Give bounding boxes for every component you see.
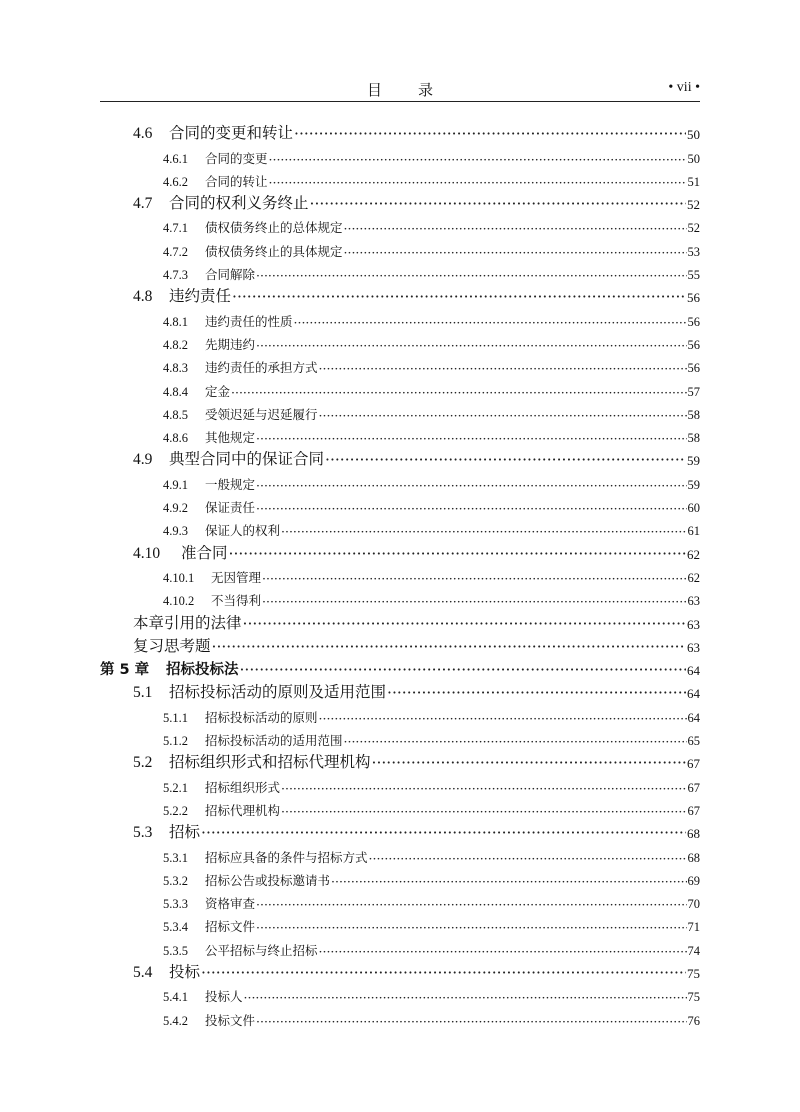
toc-entry-number: 5.2.1: [163, 780, 188, 795]
toc-entry-number: 4.7.1: [163, 221, 188, 236]
toc-entry-title: 招标投标法: [166, 662, 239, 679]
toc-entry-number: 4.8.4: [163, 384, 188, 399]
toc-subsection-entry[interactable]: [100, 260, 700, 283]
toc-dot-leader: [243, 617, 686, 633]
toc-subsection-entry[interactable]: [100, 423, 700, 446]
toc-entry-title: 招标组织形式和招标代理机构: [169, 753, 371, 772]
toc-section-entry[interactable]: [100, 283, 700, 306]
toc-chapter-end-entry[interactable]: [100, 609, 700, 632]
toc-dot-leader: [256, 480, 686, 493]
toc-entry-title: 本章引用的法律: [133, 613, 242, 632]
toc-subsection-entry[interactable]: [100, 935, 700, 958]
toc-entry-page-number: 58: [687, 407, 700, 422]
toc-entry-title: 投标: [169, 962, 201, 981]
toc-dot-leader: [240, 664, 687, 680]
toc-entry-page-number: 64: [687, 686, 700, 702]
toc-subsection-entry[interactable]: [100, 376, 700, 399]
toc-dot-leader: [294, 317, 687, 330]
toc-subsection-entry[interactable]: [100, 842, 700, 865]
toc-entry-number: 5.3.1: [163, 850, 188, 865]
toc-dot-leader: [310, 198, 686, 214]
toc-entry-number: 5.2: [133, 754, 153, 772]
toc-entry-page-number: 59: [687, 453, 700, 469]
toc-entry-title: 保证人的权利: [205, 523, 281, 539]
toc-subsection-entry[interactable]: [100, 306, 700, 329]
toc-subsection-entry[interactable]: [100, 167, 700, 190]
toc-entry-page-number: 71: [687, 920, 700, 935]
toc-entry-title: 准合同: [181, 543, 228, 562]
toc-entry-page-number: 62: [687, 570, 700, 585]
toc-entry-title: 复习思考题: [133, 636, 211, 655]
toc-entry-number: 4.10.1: [163, 570, 195, 585]
page-header: [100, 79, 700, 102]
toc-entry-page-number: 53: [687, 244, 700, 259]
toc-dot-leader: [319, 946, 687, 959]
toc-entry-title: 违约责任的性质: [205, 313, 293, 329]
toc-dot-leader: [256, 434, 686, 447]
toc-entry-title: 招标: [169, 823, 201, 842]
toc-entry-number: 4.10: [133, 544, 161, 562]
toc-subsection-entry[interactable]: [100, 213, 700, 236]
page-title-part-1: 目: [366, 81, 382, 99]
toc-dot-leader: [232, 291, 686, 307]
toc-chapter-end-entry[interactable]: [100, 633, 700, 656]
toc-entry-title: 违约责任的承担方式: [205, 360, 318, 376]
toc-dot-leader: [269, 154, 687, 167]
page-title: [100, 79, 700, 100]
toc-entry-page-number: 69: [687, 873, 700, 888]
toc-dot-leader: [319, 410, 687, 423]
toc-subsection-entry[interactable]: [100, 586, 700, 609]
toc-section-entry[interactable]: [100, 539, 700, 562]
toc-entry-title: 一般规定: [205, 476, 256, 492]
toc-entry-number: 4.8: [133, 288, 153, 306]
toc-entry-page-number: 59: [687, 477, 700, 492]
toc-dot-leader: [325, 454, 686, 470]
toc-entry-number: 4.9.1: [163, 477, 188, 492]
toc-entry-number: 5.3.4: [163, 920, 188, 935]
toc-subsection-entry[interactable]: [100, 912, 700, 935]
toc-entry-title: 招标组织形式: [205, 779, 281, 795]
toc-entry-page-number: 61: [687, 524, 700, 539]
toc-entry-title: 招标投标活动的原则: [205, 709, 318, 725]
toc-dot-leader: [256, 923, 686, 936]
toc-dot-leader: [256, 1016, 686, 1029]
toc-dot-leader: [212, 640, 686, 656]
toc-entry-title: 无因管理: [211, 569, 262, 585]
toc-section-entry[interactable]: [100, 190, 700, 213]
toc-section-entry[interactable]: [100, 446, 700, 469]
toc-dot-leader: [281, 783, 686, 796]
toc-entry-number: 5.4.1: [163, 990, 188, 1005]
toc-dot-leader: [262, 573, 686, 586]
toc-entry-page-number: 62: [687, 546, 700, 562]
toc-entry-page-number: 63: [687, 594, 700, 609]
toc-entry-page-number: 63: [687, 639, 700, 655]
table-of-contents: [100, 120, 700, 1029]
toc-dot-leader: [229, 547, 686, 563]
toc-entry-page-number: 58: [687, 431, 700, 446]
toc-subsection-entry[interactable]: [100, 889, 700, 912]
toc-dot-leader: [319, 364, 687, 377]
toc-entry-page-number: 52: [687, 197, 700, 213]
toc-subsection-entry[interactable]: [100, 143, 700, 166]
toc-subsection-entry[interactable]: [100, 702, 700, 725]
toc-dot-leader: [387, 687, 686, 703]
toc-entry-number: 4.9: [133, 451, 153, 469]
toc-entry-title: 其他规定: [205, 430, 256, 446]
toc-entry-page-number: 56: [687, 337, 700, 352]
toc-dot-leader: [201, 966, 686, 982]
toc-dot-leader: [369, 853, 687, 866]
toc-entry-title: 招标代理机构: [205, 802, 281, 818]
toc-entry-number: 4.7.3: [163, 268, 188, 283]
toc-entry-page-number: 57: [687, 384, 700, 399]
toc-entry-title: 招标投标活动的原则及适用范围: [169, 683, 387, 702]
toc-entry-title: 典型合同中的保证合同: [169, 450, 325, 469]
toc-entry-page-number: 75: [687, 990, 700, 1005]
toc-entry-page-number: 50: [687, 127, 700, 143]
toc-subsection-entry[interactable]: [100, 400, 700, 423]
toc-entry-number: 5.3: [133, 824, 153, 842]
toc-entry-number: 4.6.2: [163, 174, 188, 189]
toc-entry-page-number: 50: [687, 151, 700, 166]
toc-entry-page-number: 63: [687, 616, 700, 632]
toc-dot-leader: [344, 737, 687, 750]
toc-entry-title: 违约责任: [169, 287, 232, 306]
toc-entry-page-number: 52: [687, 221, 700, 236]
toc-subsection-entry[interactable]: [100, 236, 700, 259]
toc-entry-page-number: 56: [687, 361, 700, 376]
page-title-part-2: 录: [418, 81, 434, 99]
toc-entry-page-number: 56: [687, 314, 700, 329]
toc-dot-leader: [269, 177, 687, 190]
toc-entry-title: 招标公告或投标邀请书: [205, 872, 331, 888]
toc-entry-number: 5.4.2: [163, 1013, 188, 1028]
toc-entry-title: 合同的转让: [205, 173, 268, 189]
toc-entry-number: 4.7: [133, 195, 153, 213]
toc-subsection-entry[interactable]: [100, 493, 700, 516]
toc-dot-leader: [256, 900, 686, 913]
toc-entry-number: 4.8.5: [163, 407, 188, 422]
toc-dot-leader: [294, 128, 686, 144]
toc-dot-leader: [331, 876, 686, 889]
toc-dot-leader: [201, 827, 686, 843]
toc-entry-number: 4.8.1: [163, 314, 188, 329]
toc-dot-leader: [372, 757, 686, 773]
toc-dot-leader: [281, 806, 686, 819]
toc-entry-number: 5.2.2: [163, 803, 188, 818]
toc-subsection-entry[interactable]: [100, 516, 700, 539]
toc-entry-page-number: 68: [687, 826, 700, 842]
toc-dot-leader: [244, 993, 687, 1006]
toc-entry-title: 定金: [205, 383, 231, 399]
toc-dot-leader: [256, 271, 686, 284]
toc-entry-title: 招标文件: [205, 919, 256, 935]
toc-entry-number: 4.9.2: [163, 501, 188, 516]
toc-entry-page-number: 56: [687, 290, 700, 306]
toc-chapter-entry[interactable]: [100, 656, 700, 679]
toc-subsection-entry[interactable]: [100, 982, 700, 1005]
toc-dot-leader: [256, 340, 686, 353]
toc-entry-page-number: 67: [687, 803, 700, 818]
toc-subsection-entry[interactable]: [100, 563, 700, 586]
toc-entry-title: 合同的变更和转让: [169, 124, 294, 143]
toc-dot-leader: [319, 713, 687, 726]
toc-entry-title: 受领迟延与迟延履行: [205, 406, 318, 422]
page-number: • vii •: [668, 80, 700, 95]
toc-subsection-entry[interactable]: [100, 469, 700, 492]
toc-entry-title: 招标投标活动的适用范围: [205, 733, 343, 749]
toc-dot-leader: [262, 597, 686, 610]
toc-entry-title: 债权债务终止的具体规定: [205, 243, 343, 259]
toc-entry-page-number: 64: [687, 710, 700, 725]
toc-entry-title: 保证责任: [205, 500, 256, 516]
toc-entry-title: 合同的变更: [205, 150, 268, 166]
toc-entry-number: 5.3.3: [163, 897, 188, 912]
toc-entry-number: 4.6: [133, 125, 153, 143]
toc-entry-title: 债权债务终止的总体规定: [205, 220, 343, 236]
toc-entry-page-number: 67: [687, 756, 700, 772]
toc-entry-page-number: 75: [687, 965, 700, 981]
toc-subsection-entry[interactable]: [100, 1005, 700, 1028]
toc-entry-title: 不当得利: [211, 593, 262, 609]
toc-entry-title: 先期违约: [205, 336, 256, 352]
toc-entry-number: 5.3.2: [163, 873, 188, 888]
toc-entry-number: 4.8.6: [163, 431, 188, 446]
toc-entry-number: 5.3.5: [163, 943, 188, 958]
toc-subsection-entry[interactable]: [100, 866, 700, 889]
toc-section-entry[interactable]: [100, 679, 700, 702]
toc-section-entry[interactable]: [100, 819, 700, 842]
toc-subsection-entry[interactable]: [100, 353, 700, 376]
toc-entry-page-number: 64: [687, 663, 700, 679]
toc-entry-number: 4.7.2: [163, 244, 188, 259]
toc-entry-title: 资格审查: [205, 896, 256, 912]
toc-entry-number: 4.9.3: [163, 524, 188, 539]
toc-entry-number: 5.1.1: [163, 710, 188, 725]
toc-entry-page-number: 76: [687, 1013, 700, 1028]
toc-entry-page-number: 67: [687, 780, 700, 795]
toc-entry-number: 5.1.2: [163, 734, 188, 749]
toc-entry-page-number: 55: [687, 268, 700, 283]
toc-section-entry[interactable]: [100, 120, 700, 143]
toc-entry-title: 公平招标与终止招标: [205, 942, 318, 958]
toc-entry-title: 招标应具备的条件与招标方式: [205, 849, 368, 865]
toc-entry-page-number: 65: [687, 734, 700, 749]
toc-dot-leader: [344, 247, 687, 260]
toc-entry-number: 4.6.1: [163, 151, 188, 166]
toc-entry-title: 合同解除: [205, 267, 256, 283]
toc-subsection-entry[interactable]: [100, 726, 700, 749]
toc-section-entry[interactable]: [100, 959, 700, 982]
toc-entry-page-number: 60: [687, 501, 700, 516]
toc-dot-leader: [281, 527, 686, 540]
toc-entry-number: 4.8.3: [163, 361, 188, 376]
toc-entry-number: 第 5 章: [100, 662, 150, 679]
toc-entry-title: 合同的权利义务终止: [169, 194, 309, 213]
toc-subsection-entry[interactable]: [100, 330, 700, 353]
toc-entry-title: 投标文件: [205, 1012, 256, 1028]
toc-entry-number: 4.10.2: [163, 594, 195, 609]
toc-dot-leader: [231, 387, 686, 400]
toc-section-entry[interactable]: [100, 749, 700, 772]
toc-entry-number: 4.8.2: [163, 337, 188, 352]
toc-entry-title: 投标人: [205, 989, 243, 1005]
toc-entry-page-number: 51: [687, 174, 700, 189]
toc-entry-page-number: 74: [687, 943, 700, 958]
toc-dot-leader: [256, 504, 686, 517]
toc-subsection-entry[interactable]: [100, 772, 700, 795]
toc-entry-number: 5.4: [133, 963, 153, 981]
toc-subsection-entry[interactable]: [100, 796, 700, 819]
toc-dot-leader: [344, 224, 687, 237]
toc-entry-number: 5.1: [133, 684, 153, 702]
toc-entry-page-number: 70: [687, 897, 700, 912]
toc-entry-page-number: 68: [687, 850, 700, 865]
